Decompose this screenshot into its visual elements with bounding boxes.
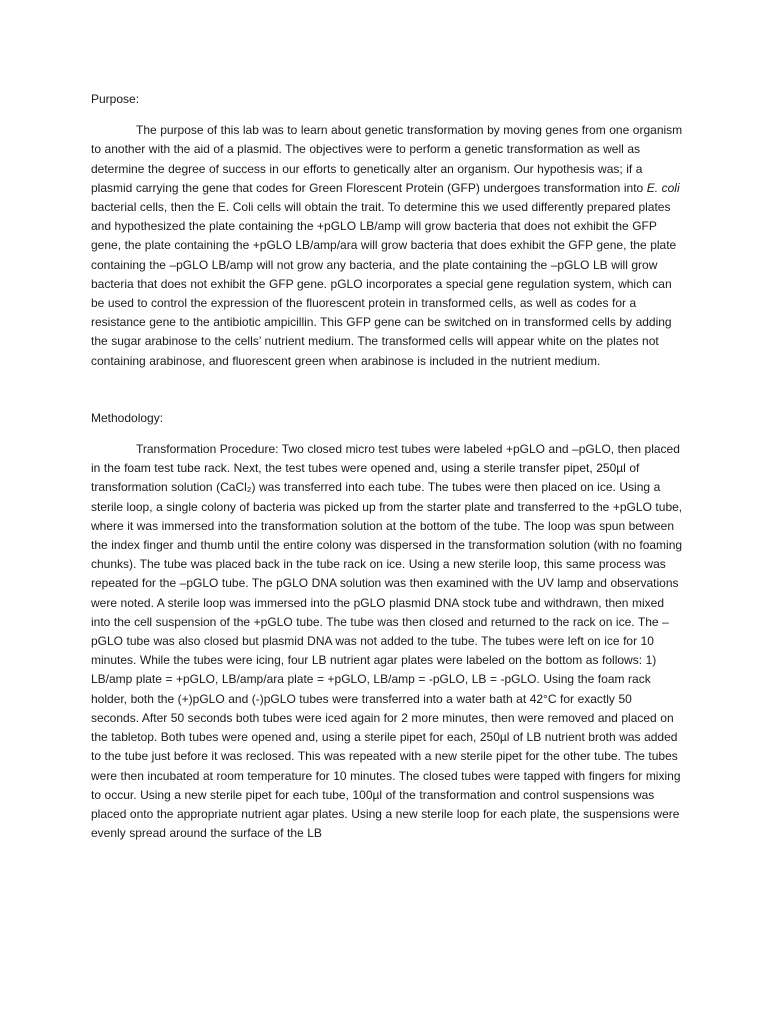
methodology-heading: Methodology: (91, 410, 164, 425)
purpose-italic-term: E. coli (646, 180, 680, 195)
purpose-text-part-1: The purpose of this lab was to learn about genetic transformation by moving genes from one organism to another with the aid of a plasmid. The objectives were to perform a genetic transformation as well as determine the degree of success in our efforts to genetically alter an organism. Our hypothesis was; if a plasmid carrying the gene that codes for Green Florescent Protein (GFP) undergoes transformation into (91, 123, 683, 195)
document-page (91, 90, 683, 843)
purpose-text-part-2: bacterial cells, then the E. Coli cells will obtain the trait. To determine this we used differently prepared plates and hypothesized the plate containing the +pGLO LB/amp will grow bacteria that does not exhibit the GFP gene, the plate containing the +pGLO LB/amp/ara will grow bacteria that does exhibit the GFP gene, the plate containing the –pGLO LB/amp will not grow any bacteria, and the plate containing the –pGLO LB will grow bacteria that does not exhibit the GFP gene. pGLO incorporates a special gene regulation system, which can be used to control the expression of the fluorescent protein in transformed cells, as well as codes for a resistance gene to the antibiotic ampicillin. This GFP gene can be switched on in transformed cells by adding the sugar arabinose to the cells’ nutrient medium. The transformed cells will appear white on the plates not containing arabinose, and fluorescent green when arabinose is included in the nutrient medium. (91, 200, 677, 368)
purpose-paragraph (91, 121, 683, 371)
purpose-heading: Purpose: (91, 92, 140, 106)
methodology-paragraph: Transformation Procedure: Two closed micro test tubes were labeled +pGLO and –pGLO, then placed in the foam test tube rack. Next, the test tubes were opened and, using a sterile transfer pipet, 250µl of transformation solution (CaCl₂) was transferred into each tube. The tubes were then placed on ice. Using a sterile loop, a single colony of bacteria was picked up from the starter plate and transferred to the +pGLO tube, where it was immersed into the transformation solution at the bottom of the tube. The loop was spun between the index finger and thumb until the entire colony was dispersed in the transformation solution (with no foaming chunks). The tube was placed back in the tube rack on ice. Using a new sterile loop, this same process was repeated for the –pGLO tube. The pGLO DNA solution was then examined with the UV lamp and observations were noted. A sterile loop was immersed into the pGLO plasmid DNA stock tube and withdrawn, then mixed into the cell suspension of the +pGLO tube. The tube was then closed and returned to the rack on ice. The –pGLO tube was also closed but plasmid DNA was not added to the tube. The tubes were left on ice for 10 minutes. While the tubes were icing, four LB nutrient agar plates were labeled on the bottom as follows: 1) LB/amp plate = +pGLO, LB/amp/ara plate = +pGLO, LB/amp = -pGLO, LB = -pGLO. Using the foam rack holder, both the (+)pGLO and (-)pGLO tubes were transferred into a water bath at 42°C for exactly 50 seconds. After 50 seconds both tubes were iced again for 2 more minutes, then were removed and placed on the tabletop. Both tubes were opened and, using a sterile pipet for each, 250µl of LB nutrient broth was added to the tube just before it was reclosed. This was repeated with a new sterile pipet for the other tube. The tubes were then incubated at room temperature for 10 minutes. The closed tubes were tapped with fingers for mixing to occur. Using a new sterile pipet for each tube, 100µl of the transformation and control suspensions was placed onto the appropriate nutrient agar plates. Using a new sterile loop for each plate, the suspensions were evenly spread around the surface of the LB (91, 442, 683, 841)
